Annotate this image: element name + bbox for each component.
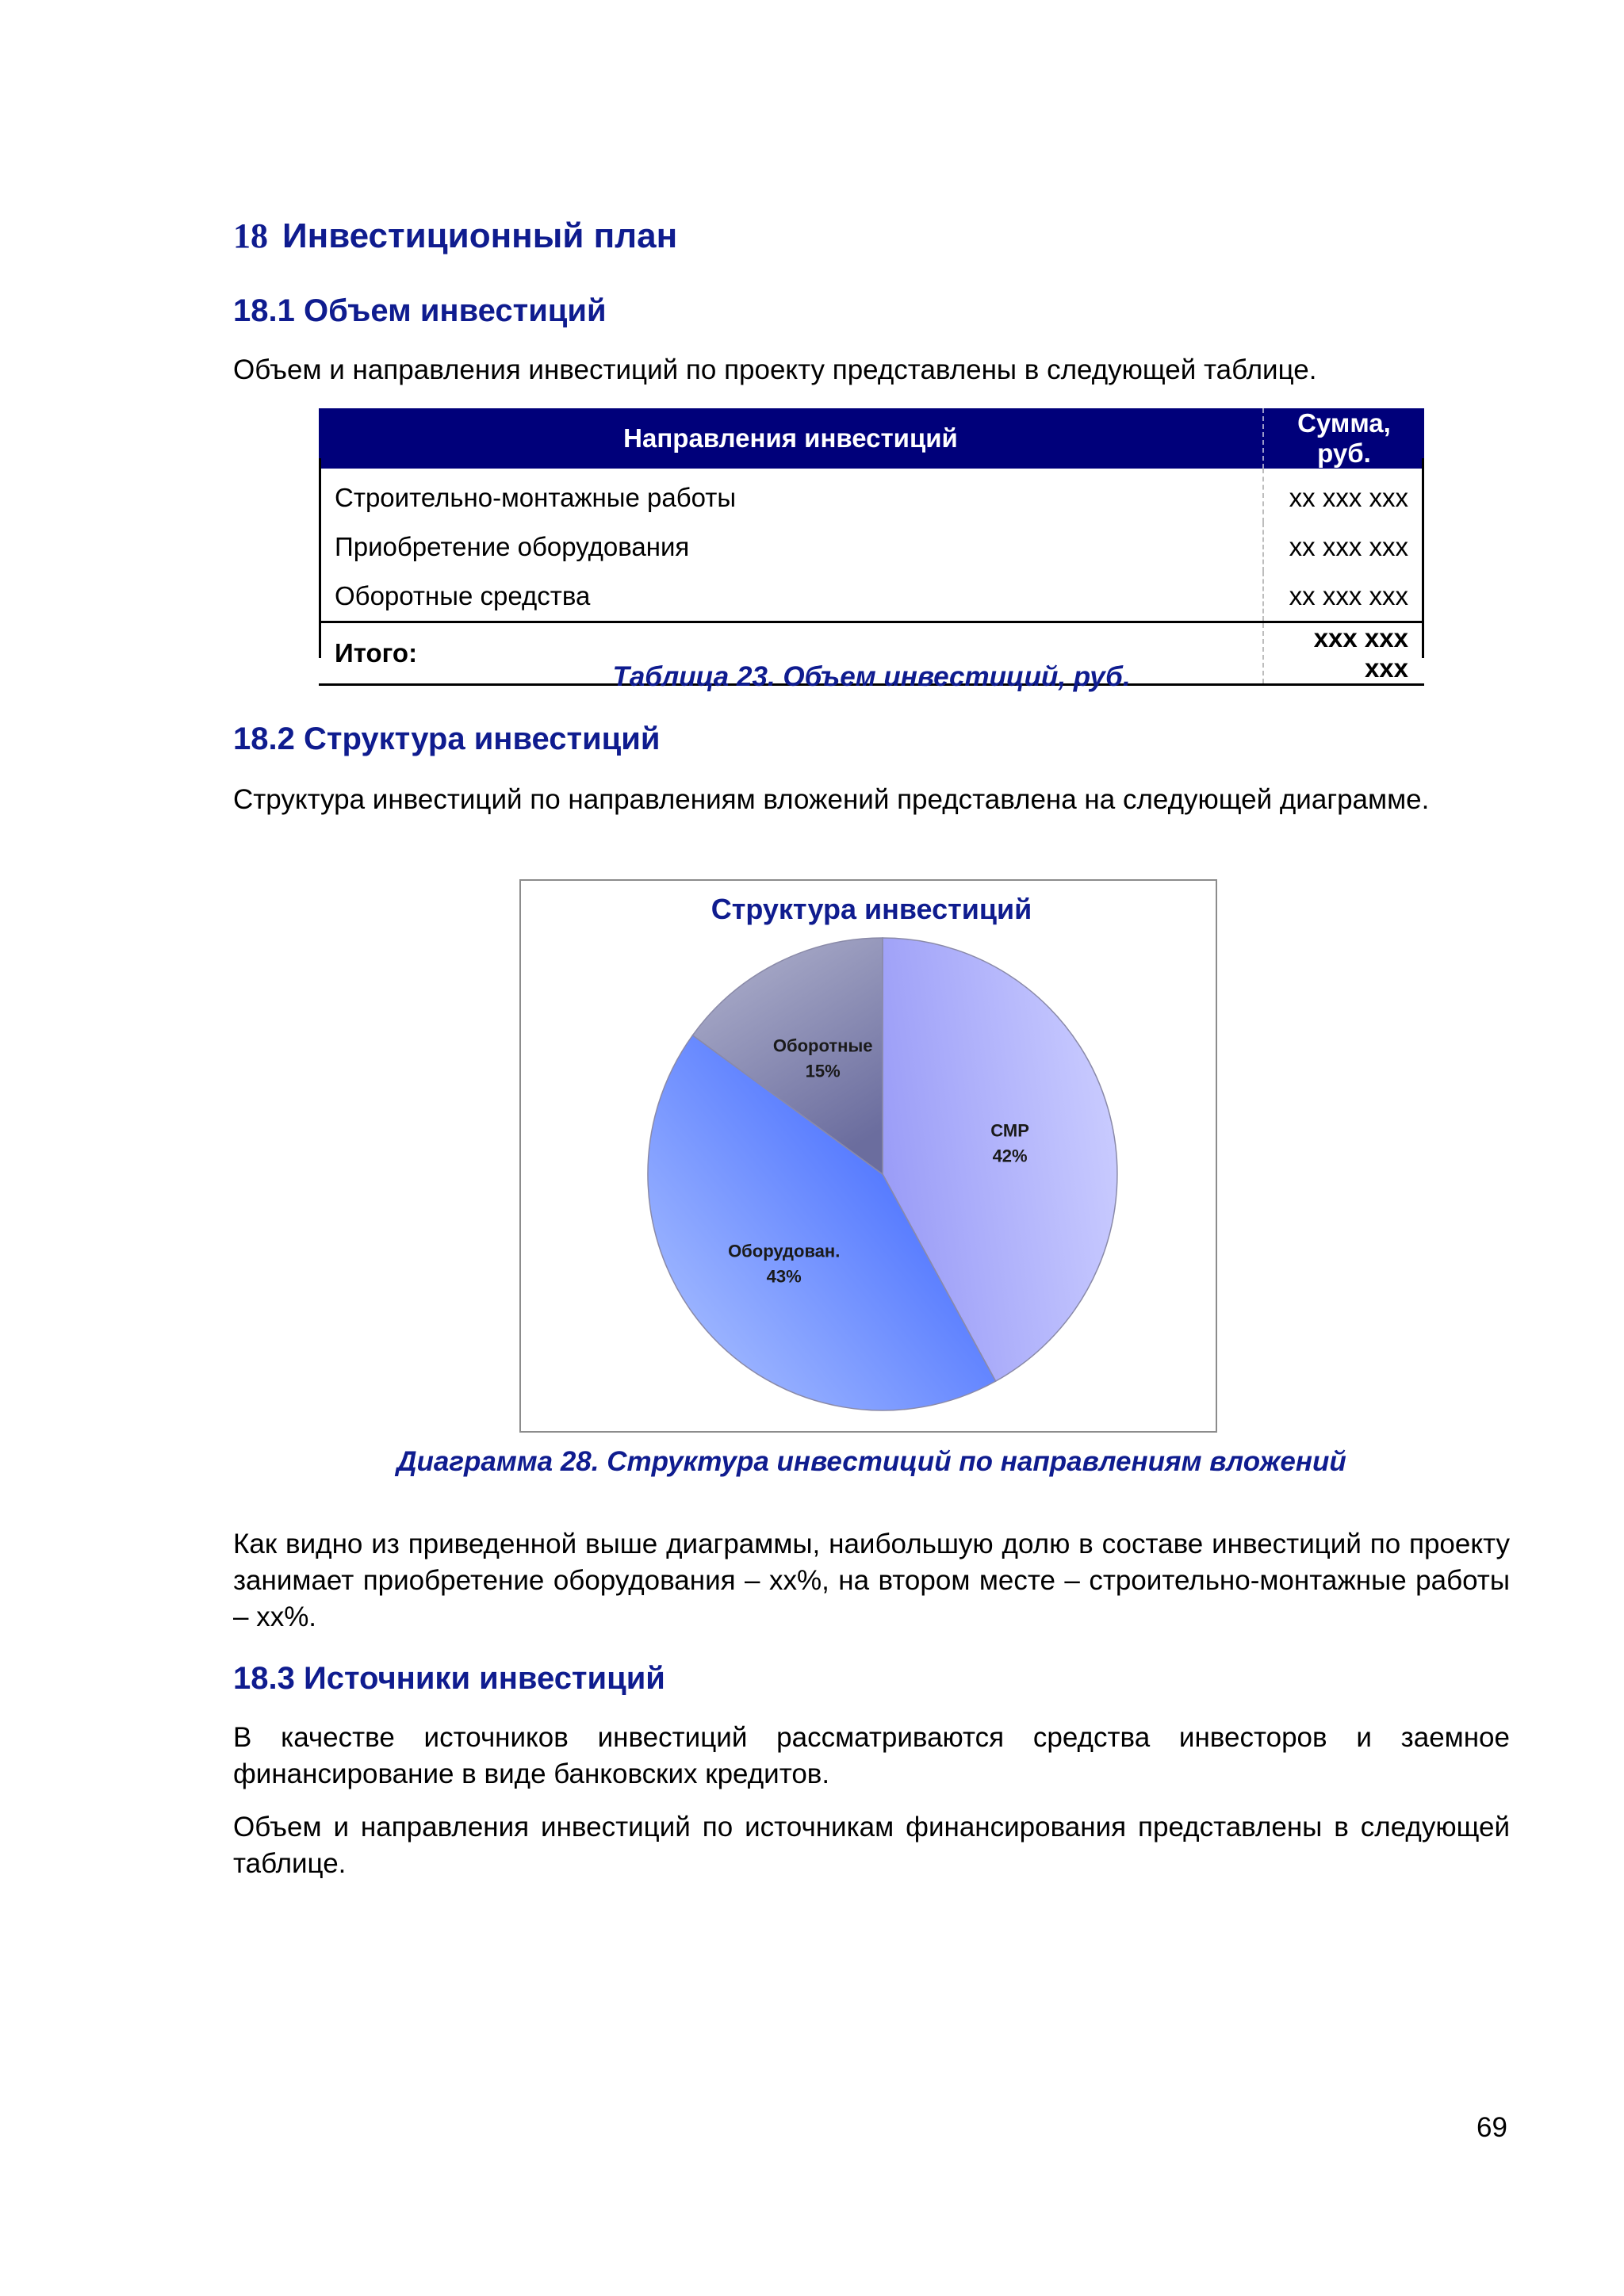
row-name: Приобретение оборудования — [319, 522, 1263, 572]
slice-label: СМР — [990, 1120, 1029, 1141]
row-value: xx xxx xxx — [1289, 483, 1408, 512]
total-value: xxx xxx xxx — [1263, 622, 1424, 685]
table-right-border — [1422, 458, 1424, 658]
table-row — [319, 522, 1424, 572]
table-row — [319, 572, 1424, 622]
chart-caption: Диаграмма 28. Структура инвестиций по направлениям вложений — [396, 1446, 1346, 1477]
section-18-1-intro: Объем и направления инвестиций по проекту представлены в следующей таблице. — [233, 354, 1317, 385]
total-name: Итого: — [319, 622, 1263, 685]
slice-percent: 43% — [766, 1266, 802, 1287]
header-direction: Направления инвестиций — [319, 408, 1263, 469]
table-left-border — [319, 458, 321, 658]
conclusion-paragraph: Как видно из приведенной выше диаграммы, наибольшую долю в составе инвестиций по проекту занимает приобретение оборудования – xx%, на втором месте – строительно-монтажные работы – xx%. — [233, 1529, 1510, 1632]
slice-percent: 42% — [992, 1146, 1028, 1166]
slice-label: Оборотные — [772, 1035, 873, 1056]
row-name: Строительно-монтажные работы — [319, 469, 1263, 522]
header-sum: Сумма, руб. — [1263, 408, 1424, 469]
investment-volume-table — [319, 408, 1424, 686]
pie-chart — [521, 881, 1216, 1431]
section-18-1-title: 18.1 Объем инвестиций — [233, 293, 607, 328]
chapter-number: 18 — [233, 216, 268, 255]
table-caption: Таблица 23. Объем инвестиций, руб. — [612, 661, 1131, 692]
slice-label: Оборудован. — [728, 1241, 841, 1261]
chapter-heading — [233, 216, 677, 256]
section-18-3-paragraph-2: Объем и направления инвестиций по источникам финансирования представлены в следующей таблице. — [233, 1812, 1510, 1879]
table-row — [319, 469, 1424, 522]
section-18-2-title: 18.2 Структура инвестиций — [233, 721, 661, 756]
page-number: 69 — [1477, 2112, 1507, 2143]
chart-title: Структура инвестиций — [710, 893, 1032, 925]
chapter-title: Инвестиционный план — [282, 216, 678, 255]
section-18-3-title: 18.3 Источники инвестиций — [233, 1661, 665, 1696]
section-18-3-paragraph-1: В качестве источников инвестиций рассматриваются средства инвесторов и заемное финансирование в виде банковских кредитов. — [233, 1722, 1510, 1789]
section-18-2-intro: Структура инвестиций по направлениям вложений представлена на следующей диаграмме. — [233, 784, 1430, 815]
slice-percent: 15% — [805, 1061, 841, 1081]
row-value: xx xxx xxx — [1289, 581, 1408, 610]
row-name: Оборотные средства — [319, 572, 1263, 622]
pie-chart-frame — [519, 879, 1217, 1433]
row-value: xx xxx xxx — [1289, 532, 1408, 561]
table-header-row — [319, 408, 1424, 469]
